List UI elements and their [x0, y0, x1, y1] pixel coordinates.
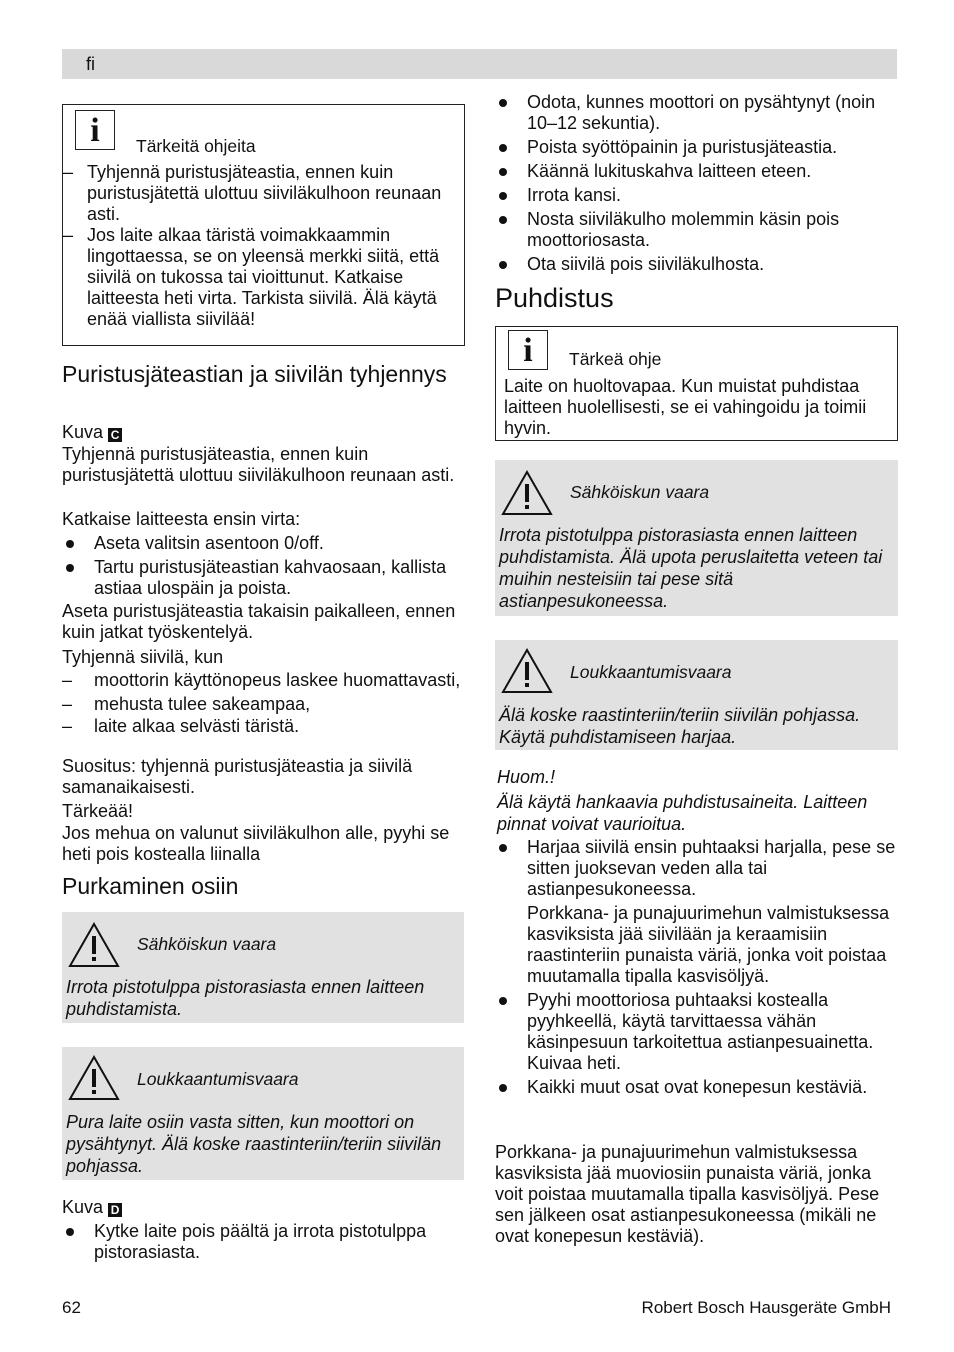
bullet-list — [62, 533, 462, 599]
figure-label: Kuva — [62, 1197, 104, 1217]
info-box-text: Laite on huoltovapaa. Kun muistat puhdistaa laitteen huolellisesti, se ei vahingoidu ja toimii hyvin. — [504, 376, 867, 438]
list-item: – mehusta tulee sakeampaa, — [62, 694, 467, 715]
warning-box-injury — [62, 1047, 464, 1180]
list-item: Irrota kansi. — [495, 185, 897, 206]
warning-triangle-icon — [68, 922, 120, 968]
info-icon: i — [75, 110, 115, 150]
figure-reference — [62, 1197, 122, 1218]
warning-box-electric-shock — [495, 460, 898, 616]
warning-triangle-icon — [501, 648, 553, 694]
list-item: Aseta valitsin asentoon 0/off. — [62, 533, 462, 554]
info-box-title: Tärkeitä ohjeita — [136, 136, 256, 156]
figure-letter-d: D — [108, 1203, 122, 1217]
page-number: 62 — [62, 1298, 81, 1317]
warning-title: Sähköiskun vaara — [570, 482, 710, 502]
language-bar — [62, 49, 897, 79]
list-item: Odota, kunnes moottori on pysähtynyt (noin 10–12 sekuntia). — [495, 92, 897, 134]
note-label: Huom.! — [497, 767, 556, 787]
paragraph: Aseta puristusjäteastia takaisin paikalleen, ennen kuin jatkat työskentelyä. — [62, 601, 456, 642]
figure-letter-c: C — [108, 428, 122, 442]
paragraph: Katkaise laitteesta ensin virta: — [62, 509, 301, 529]
paragraph: Tyhjennä puristusjäteastia, ennen kuin puristusjätettä ulottuu siiviläkulhoon reunaan asti. — [62, 444, 455, 485]
list-item: – Jos laite alkaa täristä voimakkaammin lingottaessa, se on yleensä merkki siitä, että siivilä on tukossa tai vioittunut. Katkaise laitteesta heti virta. Tarkista siivilä. Älä käytä enää viallista siivilää! — [63, 225, 443, 330]
list-item — [495, 837, 897, 987]
note-text: Älä käytä hankaavia puhdistusaineita. Laitteen pinnat voivat vaurioitua. — [497, 792, 868, 834]
figure-reference — [62, 422, 122, 443]
list-item-text: Harjaa siivilä ensin puhtaaksi harjalla, pese se sitten juoksevan veden alla tai astianpesukoneessa. — [527, 837, 896, 899]
list-item: Pyyhi moottoriosa puhtaaksi kostealla pyyhkeellä, käytä tarvittaessa vähän käsinpesuun tarkoitettua astianpesuainetta. Kuivaa heti. — [495, 990, 897, 1074]
warning-text: Irrota pistotulppa pistorasiasta ennen laitteen puhdistamista. — [66, 977, 425, 1019]
warning-triangle-icon — [68, 1055, 120, 1101]
list-item: Nosta siiviläkulho molemmin käsin pois moottoriosasta. — [495, 209, 897, 251]
info-box-list — [63, 162, 443, 330]
tip-text: tyhjennä puristusjäteastia ja siivilä samanaikaisesti. — [62, 756, 413, 797]
language-code: fi — [86, 54, 95, 74]
list-item: – moottorin käyttönopeus laskee huomattavasti, — [62, 670, 467, 691]
warning-title: Loukkaantumisvaara — [570, 662, 732, 682]
footer-company: Robert Bosch Hausgeräte GmbH — [641, 1298, 891, 1317]
warning-text: Pura laite osiin vasta sitten, kun moottori on pysähtynyt. Älä koske raastinteriin/teriin siivilän pohjassa. — [66, 1112, 442, 1176]
list-item-extra: Porkkana- ja punajuurimehun valmistuksessa kasviksista jää siivilään ja keraamisiin raastinteriin punaista väriä, jonka voit poistaa muutamalla tipalla kasvisöljyä. — [527, 903, 890, 986]
warning-box-electric-shock — [62, 912, 464, 1023]
section-title-emptying: Puristusjäteastian ja siivilän tyhjennys — [62, 361, 447, 387]
bullet-list — [495, 837, 897, 1098]
paragraph: Porkkana- ja punajuurimehun valmistuksessa kasviksista jää muoviosiin punaista väriä, jonka voit poistaa muutamalla tipalla kasvisöljyä. Pese sen jälkeen osat astianpesukoneessa (mikäli ne ovat konepesun kestäviä). — [495, 1142, 880, 1246]
list-item: Ota siivilä pois siiviläkulhosta. — [495, 254, 897, 275]
bullet-list — [495, 92, 897, 275]
paragraph: Tyhjennä siivilä, kun — [62, 647, 224, 667]
list-item: Käännä lukituskahva laitteen eteen. — [495, 161, 897, 182]
warning-triangle-icon — [501, 470, 553, 516]
paragraph: Jos mehua on valunut siiviläkulhon alle, pyyhi se heti pois kostealla liinalla — [62, 823, 450, 864]
list-item: Kaikki muut osat ovat konepesun kestäviä. — [495, 1077, 897, 1098]
figure-label: Kuva — [62, 422, 104, 442]
list-item: – Tyhjennä puristusjäteastia, ennen kuin puristusjätettä ulottuu siiviläkulhoon reunaan asti. — [63, 162, 443, 225]
list-item: Kytke laite pois päältä ja irrota pistotulppa pistorasiasta. — [62, 1221, 467, 1263]
section-title-disassembly: Purkaminen osiin — [62, 873, 239, 899]
warning-title: Loukkaantumisvaara — [137, 1069, 299, 1089]
important-info-box — [62, 104, 465, 346]
warning-title: Sähköiskun vaara — [137, 934, 277, 954]
important-label: Tärkeää! — [62, 801, 134, 821]
tip-paragraph — [62, 756, 462, 798]
warning-text: Älä koske raastinteriin/teriin siivilän pohjassa. Käytä puhdistamiseen harjaa. — [499, 705, 861, 747]
dash-list — [62, 670, 467, 737]
tip-label: Suositus: — [62, 756, 137, 776]
info-icon: i — [508, 330, 548, 370]
list-item: Poista syöttöpainin ja puristusjäteastia. — [495, 137, 897, 158]
warning-box-injury — [495, 640, 898, 750]
bullet-list — [62, 1221, 467, 1263]
important-info-box — [495, 326, 898, 441]
info-box-title: Tärkeä ohje — [569, 349, 662, 369]
warning-text: Irrota pistotulppa pistorasiasta ennen laitteen puhdistamista. Älä upota peruslaitetta veteen tai muihin nesteisiin tai pese sitä astianpesukoneessa. — [499, 525, 883, 611]
section-title-cleaning: Puhdistus — [495, 283, 614, 313]
list-item: Tartu puristusjäteastian kahvaosaan, kallista astiaa ulospäin ja poista. — [62, 557, 462, 599]
list-item: – laite alkaa selvästi täristä. — [62, 716, 467, 737]
